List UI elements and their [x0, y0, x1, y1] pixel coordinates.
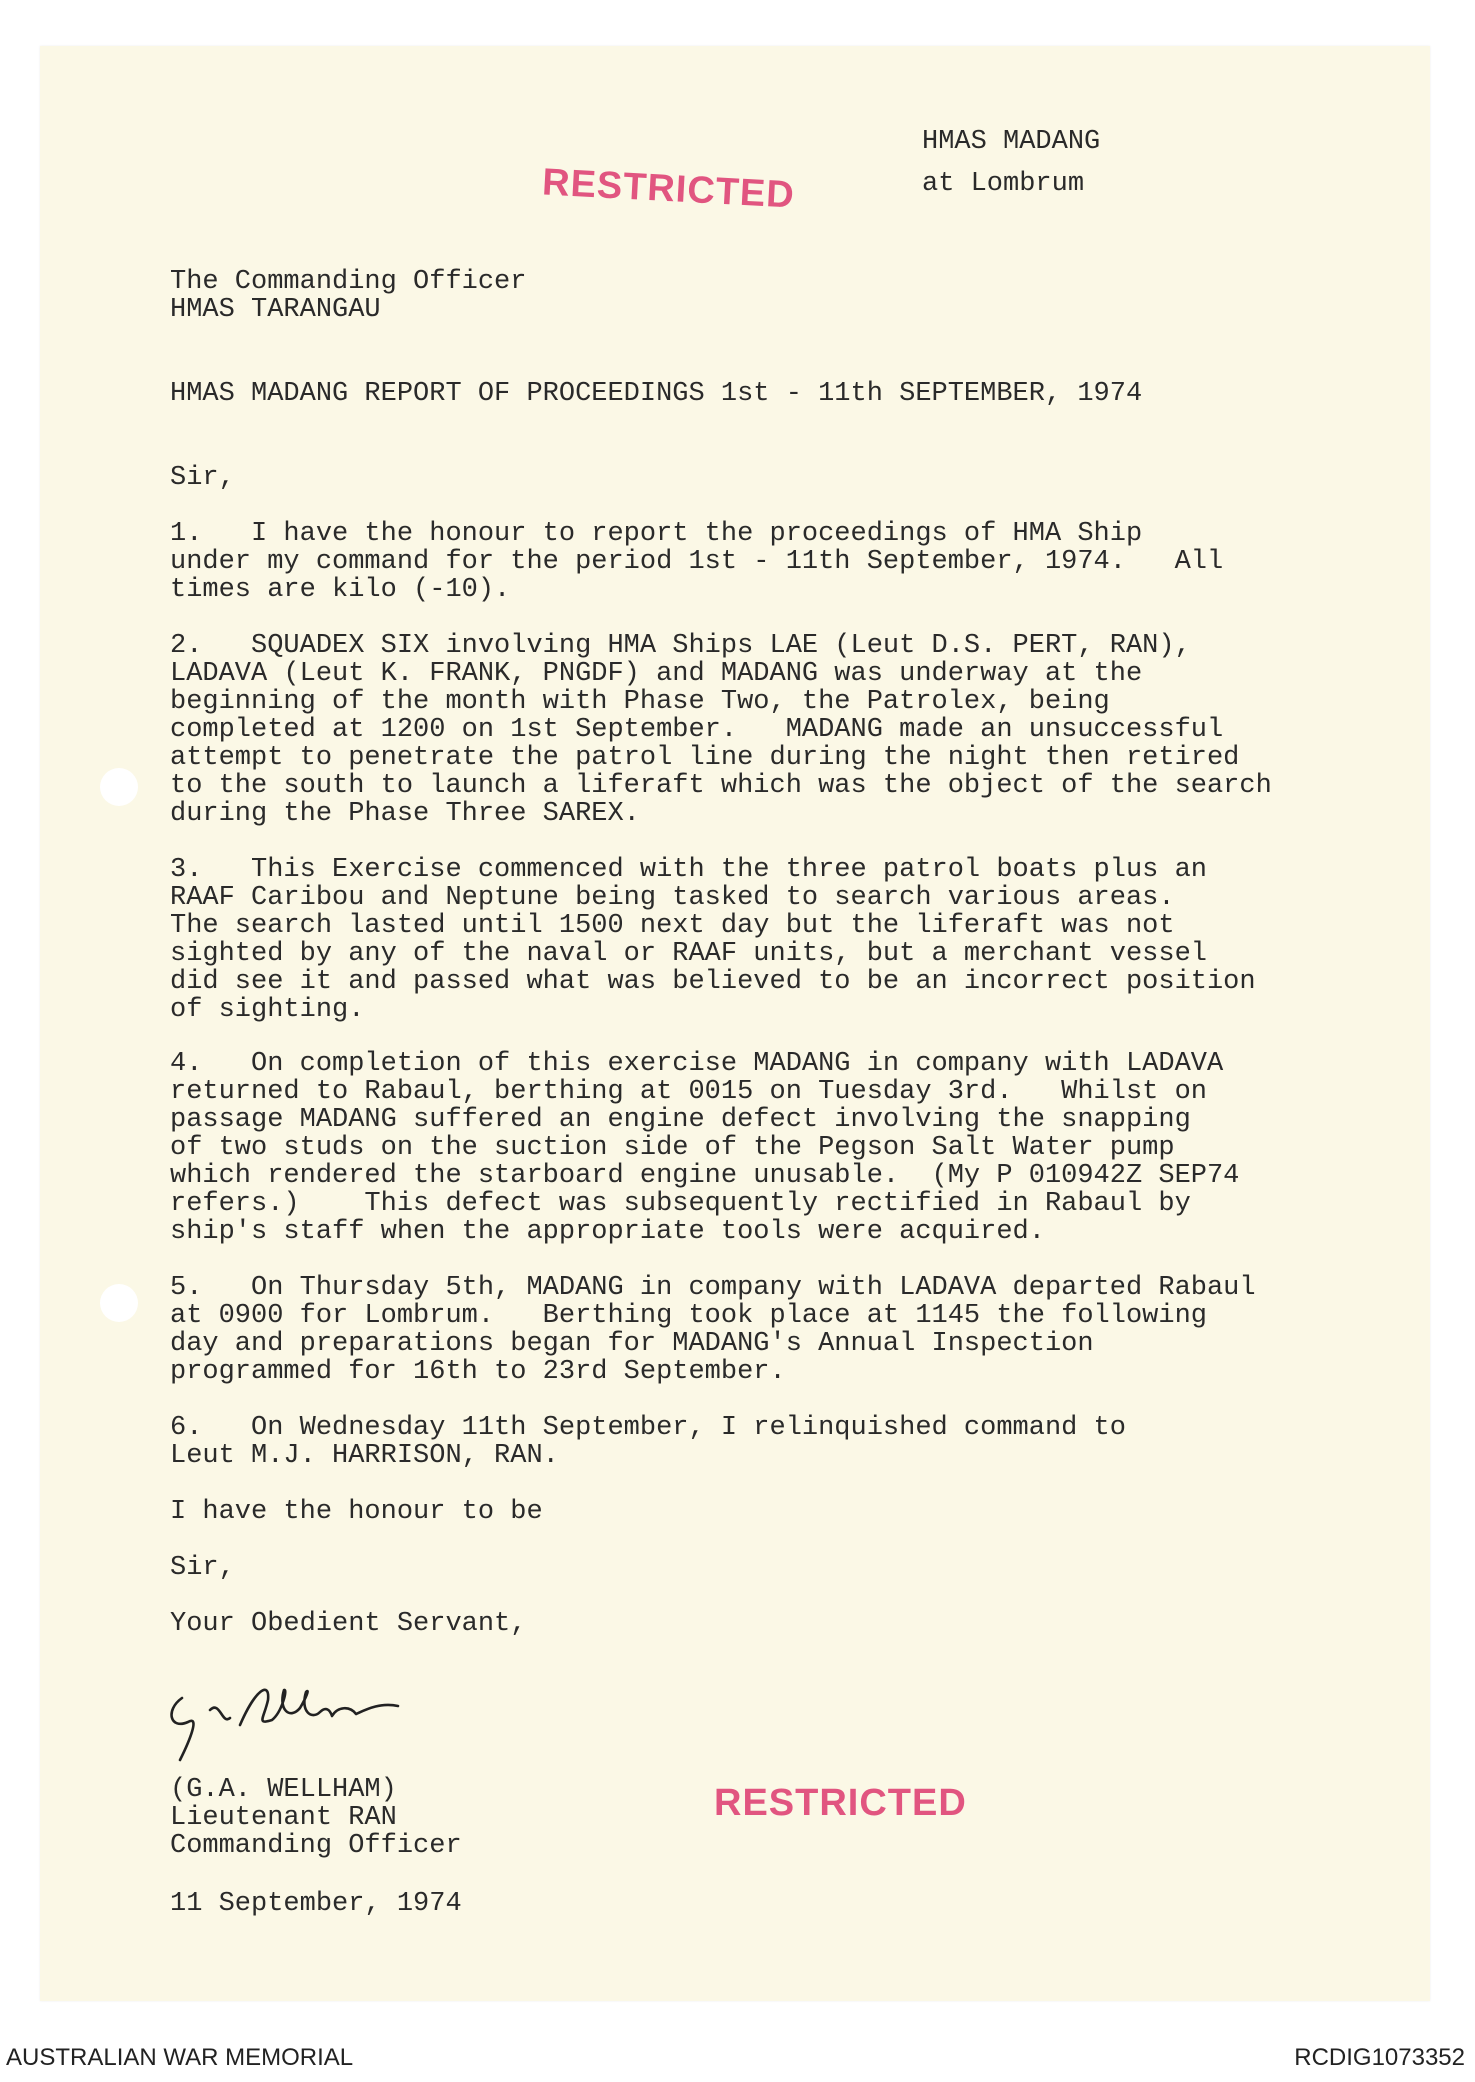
paragraph-3: 3. This Exercise commenced with the three patrol boats plus an RAAF Caribou and Neptune being tasked to search various areas. The search lasted until 1500 next day but the liferaft was not sighted by any of the naval or RAAF units, but a merchant vessel did see it and passed what was believed to be an incorrect position of sighting.: [170, 855, 1256, 1025]
header-location: at Lombrum: [922, 169, 1085, 199]
signature-block: (G.A. WELLHAM) Lieutenant RAN Commanding Officer: [170, 1775, 462, 1861]
paragraph-5: 5. On Thursday 5th, MADANG in company with LADAVA departed Rabaul at 0900 for Lombrum. Berthing took place at 1145 the following day and preparations began for MADANG's Annual Inspection programmed for 16th to 23rd September.: [170, 1273, 1256, 1387]
paragraph-4: 4. On completion of this exercise MADANG in company with LADAVA returned to Rabaul, berthing at 0015 on Tuesday 3rd. Whilst on passage MADANG suffered an engine defect involving the snapping of two studs on the suction side of the Pegson Salt Water pump which rendered the starboard engine unusable. (My P 010942Z SEP74 refers.) This defect was subsequently rectified in Rabaul by ship's staff when the appropriate tools were acquired.: [170, 1049, 1240, 1247]
punch-hole-bottom: [100, 1284, 138, 1322]
handwritten-signature: [160, 1670, 440, 1770]
header-ship: HMAS MADANG: [922, 127, 1101, 157]
paragraph-2: 2. SQUADEX SIX involving HMA Ships LAE (Leut D.S. PERT, RAN), LADAVA (Leut K. FRANK, PNGDF) and MADANG was underway at the beginning of the month with Phase Two, the Patrolex, being completed at 1200 on 1st September. MADANG made an unsuccessful attempt to penetrate the patrol line during the night then retired to the south to launch a liferaft which was the object of the search during the Phase Three SAREX.: [170, 631, 1272, 829]
closing-sir: Sir,: [170, 1553, 235, 1583]
paragraph-1: 1. I have the honour to report the proceedings of HMA Ship under my command for the period 1st - 11th September, 1974. All times are kilo (-10).: [170, 519, 1224, 605]
paragraph-6: 6. On Wednesday 11th September, I relinquished command to Leut M.J. HARRISON, RAN.: [170, 1413, 1126, 1471]
salutation: Sir,: [170, 463, 235, 493]
letter-date: 11 September, 1974: [170, 1889, 462, 1919]
restricted-stamp-bottom: RESTRICTED: [714, 1782, 967, 1824]
punch-hole-top: [100, 768, 138, 806]
footer-record-id: RCDIG1073352: [1294, 2044, 1465, 2071]
closing-servant: Your Obedient Servant,: [170, 1609, 527, 1639]
footer-archive-name: AUSTRALIAN WAR MEMORIAL: [6, 2044, 354, 2071]
subject-line: HMAS MADANG REPORT OF PROCEEDINGS 1st - 11th SEPTEMBER, 1974: [170, 379, 1143, 409]
addressee: The Commanding Officer HMAS TARANGAU: [170, 267, 527, 325]
restricted-stamp-top: RESTRICTED: [541, 161, 796, 217]
closing-honour: I have the honour to be: [170, 1497, 543, 1527]
